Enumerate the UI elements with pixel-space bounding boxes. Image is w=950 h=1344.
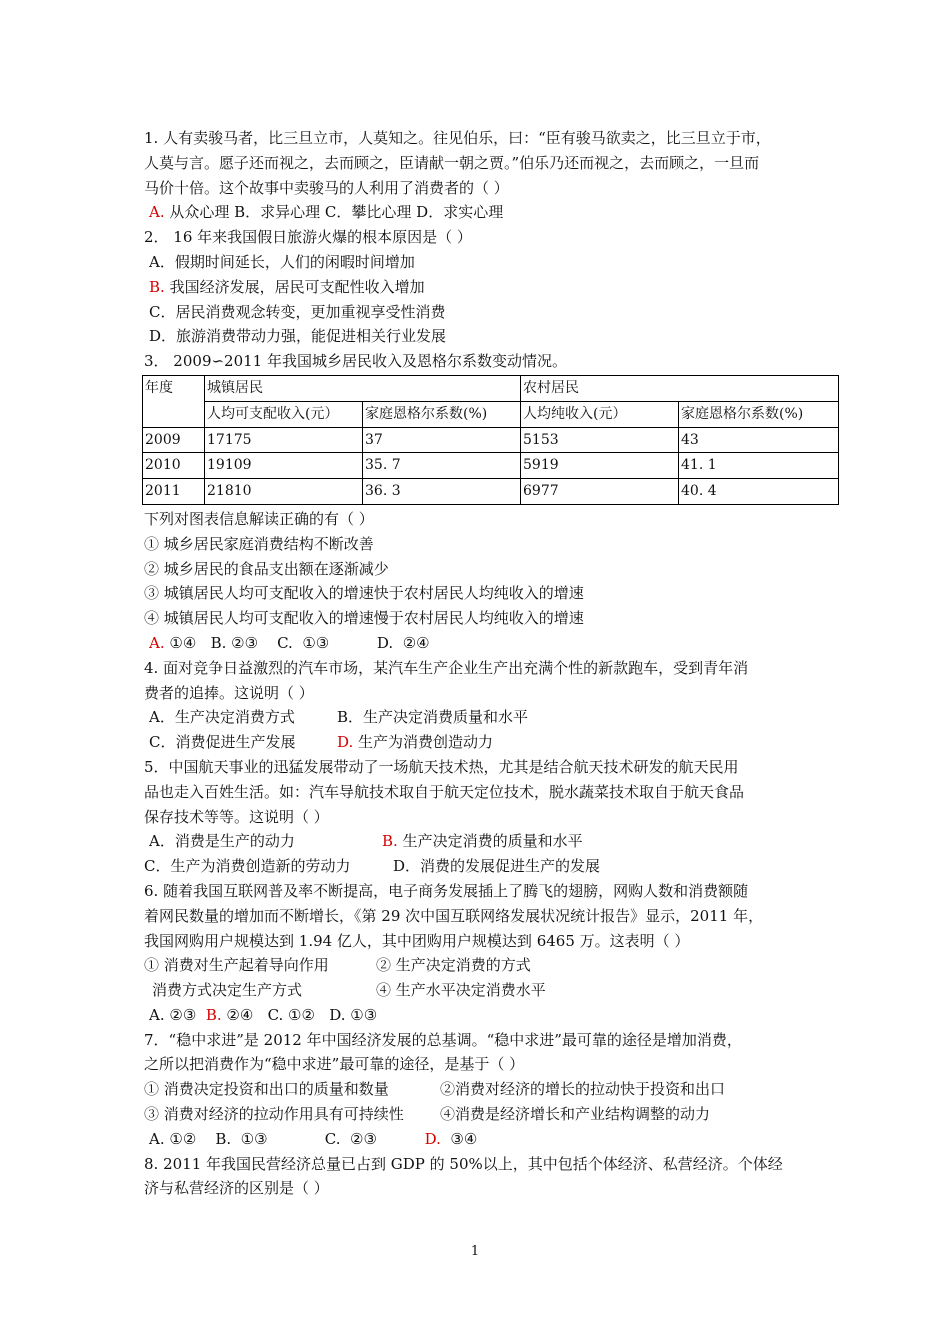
header-urban-engel: 家庭恩格尔系数(%) xyxy=(363,401,521,427)
page-number: 1 xyxy=(470,1244,480,1259)
question-1-options xyxy=(144,200,814,225)
question-8-stem xyxy=(144,1152,814,1202)
answer-letter: B. xyxy=(149,277,165,296)
table-cell: 2009 xyxy=(143,427,205,453)
question-8-line: 8. 2011 年我国民营经济总量已占到 GDP 的 50%以上，其中包括个体经济、私营经济。个体经 xyxy=(144,1154,783,1173)
question-4-stem xyxy=(144,656,814,706)
header-year: 年度 xyxy=(143,375,205,427)
option-d: 生产为消费创造动力 xyxy=(353,733,494,752)
option-text: ②④ C. ①② D. ①③ xyxy=(221,1005,378,1024)
question-2-stem: 2． 16 年来我国假日旅游火爆的根本原因是（ ） xyxy=(144,228,472,247)
answer-letter: B. xyxy=(205,1005,222,1024)
option-text: ③④ xyxy=(440,1129,478,1148)
question-8-line: 济与私营经济的区别是（ ） xyxy=(144,1179,329,1198)
option-text: 从众心理 B．求异心理 C．攀比心理 D．求实心理 xyxy=(164,203,504,222)
statement: ① 消费对生产起着导向作用 xyxy=(144,956,329,975)
statement: ④消费是经济增长和产业结构调整的动力 xyxy=(440,1105,711,1124)
question-6-statements-34 xyxy=(144,978,814,1003)
question-1-line: 1. 人有卖骏马者，比三旦立市，人莫知之。往见伯乐，曰：“臣有骏马欲卖之，比三旦立于市， xyxy=(144,129,771,147)
question-2-option-d: D．旅游消费带动力强，能促进相关行业发展 xyxy=(149,327,447,346)
question-7-line: 之所以把消费作为“稳中求进”最可靠的途径，是基于（ ） xyxy=(144,1055,525,1074)
question-1-stem xyxy=(144,126,814,200)
table-cell: 5919 xyxy=(521,453,679,479)
table-cell: 21810 xyxy=(205,479,363,505)
header-urban-income: 人均可支配收入(元） xyxy=(205,401,363,427)
question-body xyxy=(144,126,814,1201)
question-4-options-ab xyxy=(144,705,814,730)
table-cell: 41. 1 xyxy=(679,453,839,479)
question-3-statement: ③ 城镇居民人均可支配收入的增速快于农村居民人均纯收入的增速 xyxy=(144,584,584,603)
table-subheader-row xyxy=(143,401,839,427)
question-3-ask: 下列对图表信息解读正确的有（ ） xyxy=(144,509,374,528)
table-cell: 6977 xyxy=(521,479,679,505)
question-5-options-ab xyxy=(144,829,814,854)
question-2-option-c: C．居民消费观念转变，更加重视享受性消费 xyxy=(149,302,446,321)
statement: ② 生产决定消费的方式 xyxy=(376,956,531,975)
table-row xyxy=(143,427,839,453)
answer-letter: D. xyxy=(424,1129,441,1148)
table-cell: 19109 xyxy=(205,453,363,479)
option-a: A．生产决定消费方式 xyxy=(149,708,295,727)
question-7-options xyxy=(144,1127,814,1152)
income-engel-table xyxy=(142,375,839,505)
table-cell: 2010 xyxy=(143,453,205,479)
table-cell: 35. 7 xyxy=(363,453,521,479)
question-7-statements-34 xyxy=(144,1102,814,1127)
statement: ②消费对经济的增长的拉动快于投资和出口 xyxy=(440,1080,726,1099)
table-header-row xyxy=(143,375,839,401)
header-urban: 城镇居民 xyxy=(205,375,521,401)
question-5-stem xyxy=(144,755,814,829)
table-cell: 40. 4 xyxy=(679,479,839,505)
answer-letter: B. xyxy=(382,832,398,851)
table-cell: 2011 xyxy=(143,479,205,505)
question-6-line: 着网民数量的增加而不断增长，《第 29 次中国互联网络发展状况统计报告》显示，2011 年， xyxy=(144,906,764,925)
question-4-options-cd xyxy=(144,730,814,755)
statement: 消费方式决定生产方式 xyxy=(152,981,303,1000)
header-rural-engel: 家庭恩格尔系数(%) xyxy=(679,401,839,427)
statement: ④ 生产水平决定消费水平 xyxy=(376,981,546,1000)
question-2-option-b xyxy=(144,275,814,300)
question-5-line: 5．中国航天事业的迅猛发展带动了一场航天技术热，尤其是结合航天技术研发的航天民用 xyxy=(144,757,739,776)
option-text: 我国经济发展，居民可支配性收入增加 xyxy=(164,277,425,296)
table-row xyxy=(143,479,839,505)
question-5-options-cd xyxy=(144,854,814,879)
option-text: ①④ B. ②③ C. ①③ D. ②④ xyxy=(164,633,430,652)
table-row xyxy=(143,453,839,479)
question-6-line: 我国网购用户规模达到 1.94 亿人，其中团购用户规模达到 6465 万。这表明（ ） xyxy=(144,931,690,950)
header-rural-income: 人均纯收入(元） xyxy=(521,401,679,427)
table-cell: 43 xyxy=(679,427,839,453)
statement: ③ 消费对经济的拉动作用具有可持续性 xyxy=(144,1105,404,1124)
question-6-statements-12 xyxy=(144,953,814,978)
question-5-line: 品也走入百姓生活。如：汽车导航技术取自于航天定位技术，脱水蔬菜技术取自于航天食品 xyxy=(144,782,745,801)
question-2-option-a: A．假期时间延长，人们的闲暇时间增加 xyxy=(149,252,415,271)
question-3-statement: ① 城乡居民家庭消费结构不断改善 xyxy=(144,534,374,553)
option-b: B．生产决定消费质量和水平 xyxy=(337,708,529,727)
question-3-options xyxy=(144,631,814,656)
table-cell: 5153 xyxy=(521,427,679,453)
statement: ① 消费决定投资和出口的质量和数量 xyxy=(144,1080,389,1099)
question-6-stem xyxy=(144,879,814,953)
option-text: A. ②③ xyxy=(149,1005,206,1024)
question-3-stem: 3． 2009∽2011 年我国城乡居民收入及恩格尔系数变动情况。 xyxy=(144,352,567,371)
question-6-options xyxy=(144,1003,814,1028)
answer-letter: D. xyxy=(337,733,354,752)
question-7-line: 7．“稳中求进”是 2012 年中国经济发展的总基调。“稳中求进”最可靠的途径是增加消费， xyxy=(144,1030,742,1049)
question-3-statement: ② 城乡居民的食品支出额在逐渐减少 xyxy=(144,559,389,578)
question-1-line: 人莫与言。愿子还而视之，去而顾之，臣请献一朝之贾。”伯乐乃还而视之，去而顾之，一旦而 xyxy=(144,153,760,172)
table-cell: 37 xyxy=(363,427,521,453)
answer-letter: A. xyxy=(149,633,165,652)
option-c: C．消费促进生产发展 xyxy=(149,733,296,752)
question-1-line: 马价十倍。这个故事中卖骏马的人利用了消费者的（ ） xyxy=(144,178,509,197)
option-d: D．消费的发展促进生产的发展 xyxy=(393,857,601,876)
answer-letter: A. xyxy=(149,203,165,222)
table-cell: 36. 3 xyxy=(363,479,521,505)
table-cell: 17175 xyxy=(205,427,363,453)
question-4-line: 4. 面对竞争日益激烈的汽车市场，某汽车生产企业生产出充满个性的新款跑车，受到青年消 xyxy=(144,658,749,677)
question-7-statements-12 xyxy=(144,1077,814,1102)
question-5-line: 保存技术等等。这说明（ ） xyxy=(144,807,329,826)
option-b: 生产决定消费的质量和水平 xyxy=(397,832,583,851)
question-7-stem xyxy=(144,1028,814,1078)
option-c: C．生产为消费创造新的劳动力 xyxy=(144,857,351,876)
question-4-line: 费者的追捧。这说明（ ） xyxy=(144,683,314,702)
question-3-statement: ④ 城镇居民人均可支配收入的增速慢于农村居民人均纯收入的增速 xyxy=(144,609,584,628)
header-rural: 农村居民 xyxy=(521,375,839,401)
option-a: A．消费是生产的动力 xyxy=(149,832,295,851)
question-6-line: 6. 随着我国互联网普及率不断提高，电子商务发展插上了腾飞的翅膀，网购人数和消费额随 xyxy=(144,881,749,900)
option-text: A. ①② B. ①③ C. ②③ xyxy=(149,1129,425,1148)
